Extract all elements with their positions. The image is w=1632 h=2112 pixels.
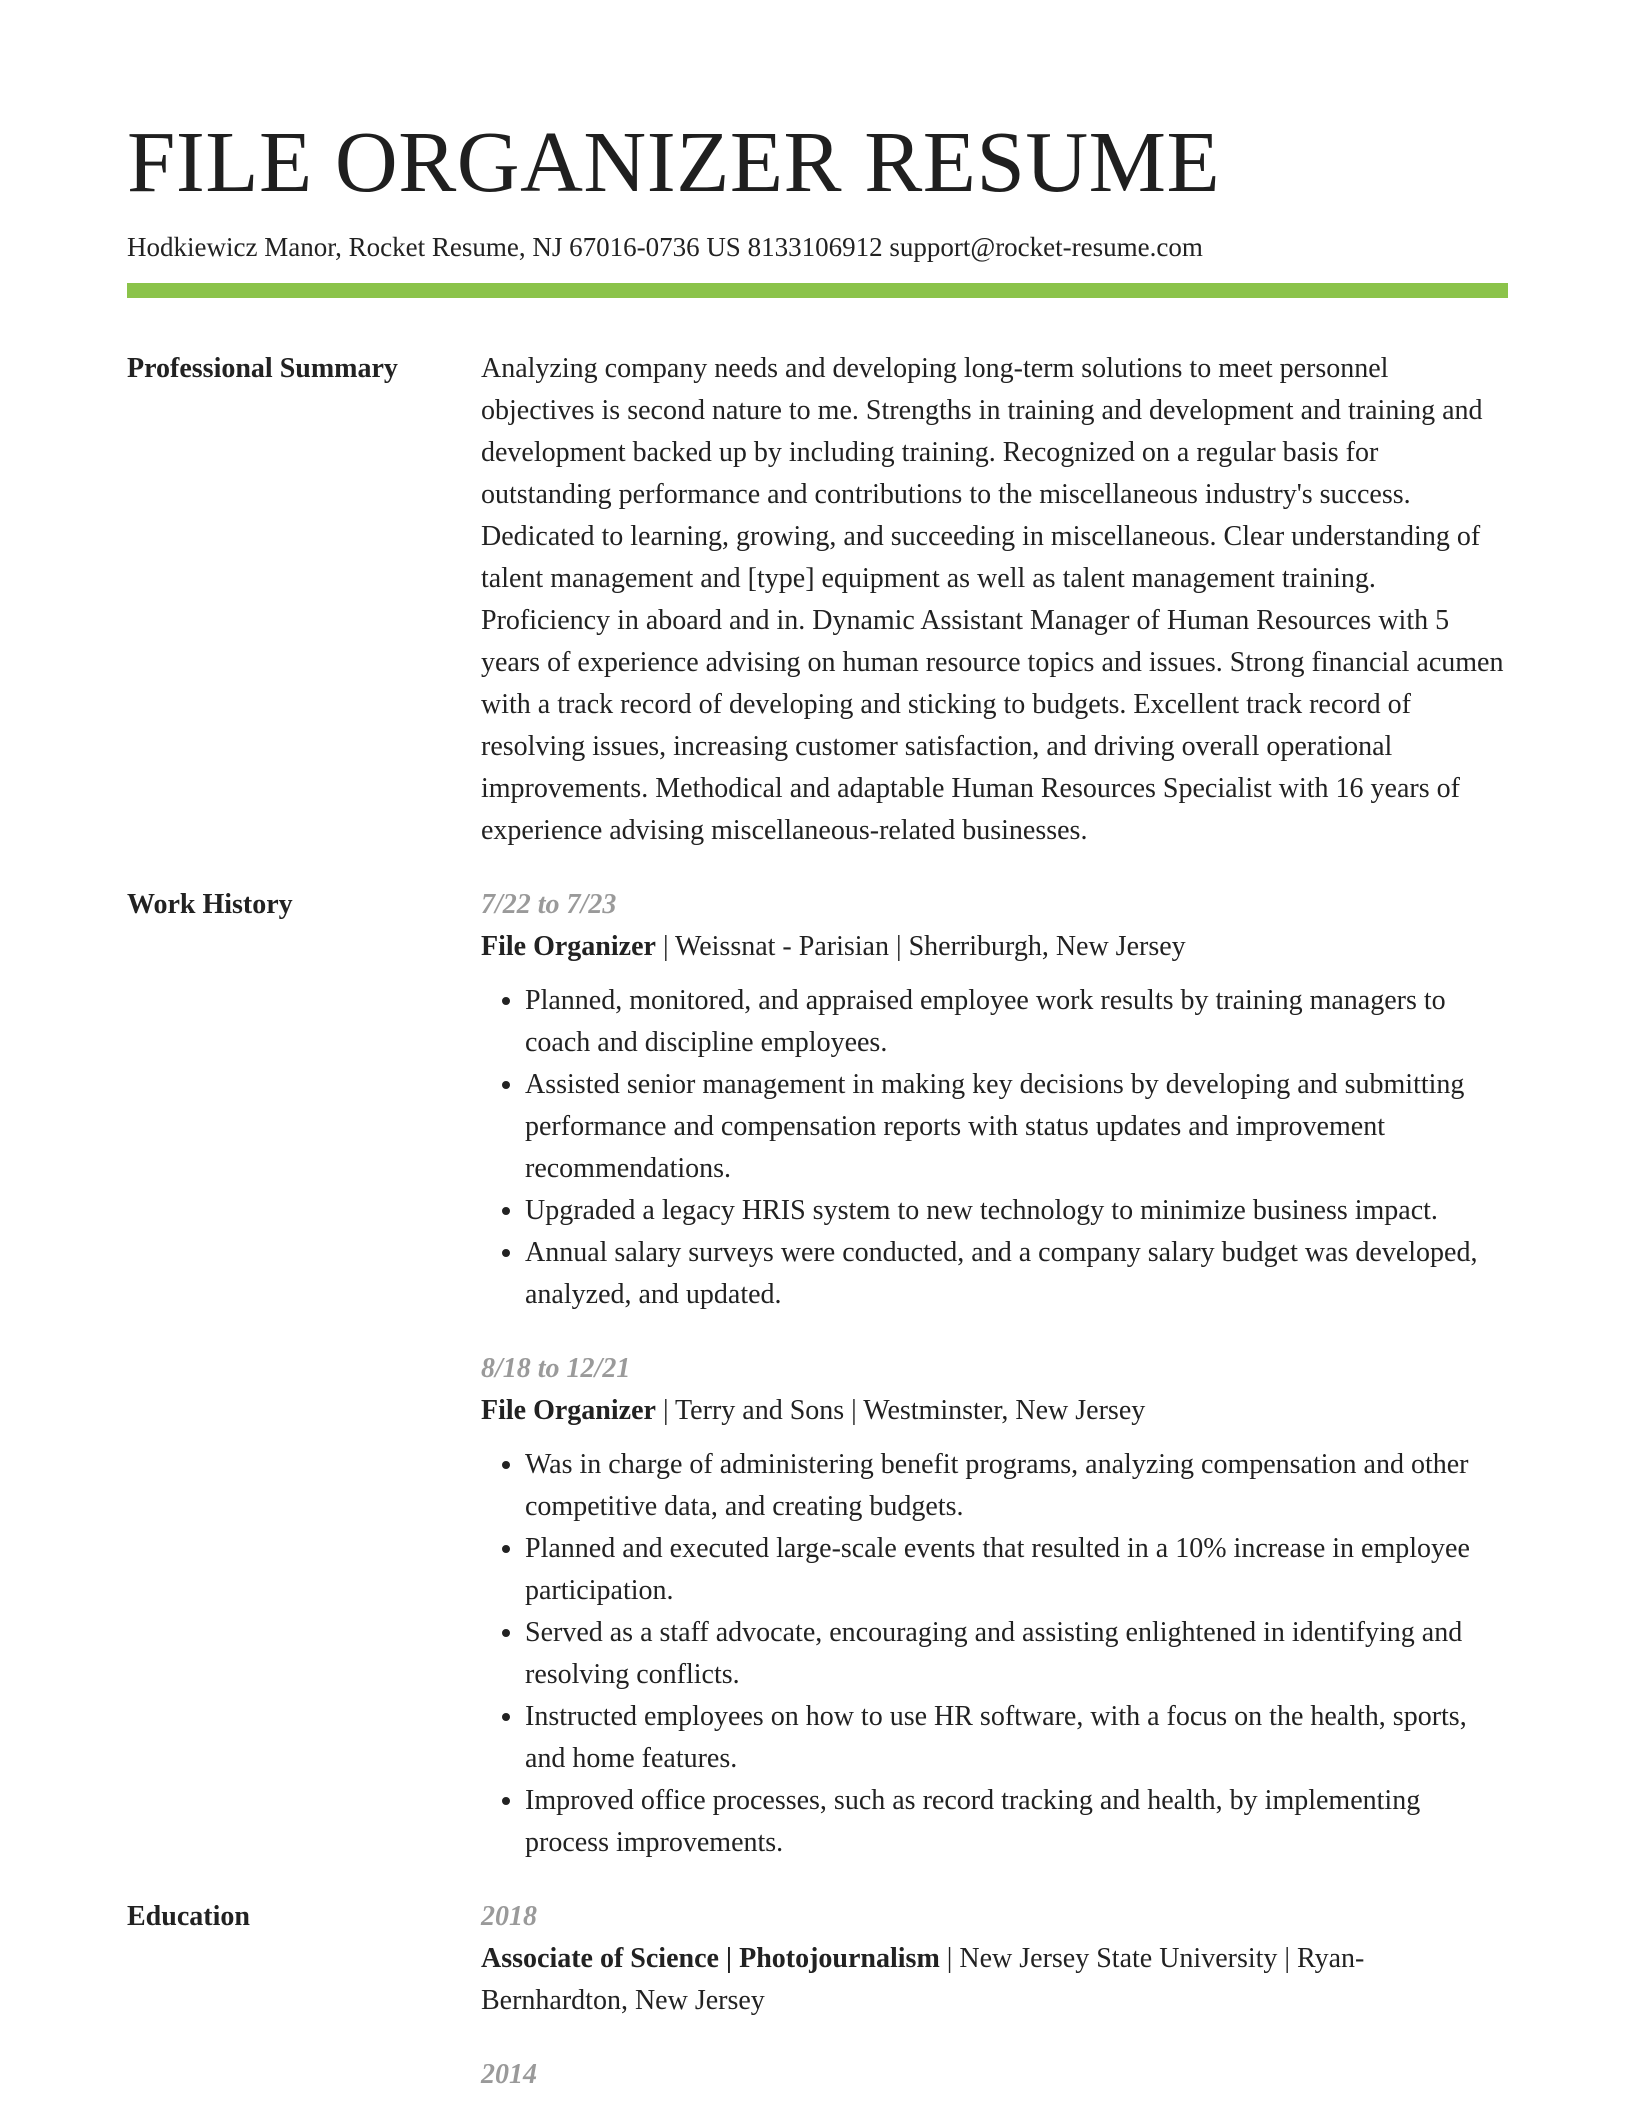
duty-item: • Upgraded a legacy HRIS system to new technology to minimize business impact.: [525, 1190, 1508, 1232]
education-entry: [481, 2054, 1508, 2096]
education-list: [481, 1896, 1508, 2096]
job-title: File Organizer: [481, 931, 656, 963]
duty-item: • Annual salary surveys were conducted, and a company salary budget was developed, analyzed, and updated.: [525, 1232, 1508, 1316]
duty-item: • Was in charge of administering benefit programs, analyzing compensation and other competitive data, and creating budgets.: [525, 1444, 1508, 1528]
job-duties: [481, 980, 1508, 1316]
summary-heading: Professional Summary: [127, 353, 398, 385]
duty-item: • Served as a staff advocate, encouraging and assisting enlightened in identifying and resolving conflicts.: [525, 1612, 1508, 1696]
education-heading: Education: [127, 1901, 250, 1933]
duty-item: • Planned and executed large-scale events that resulted in a 10% increase in employee participation.: [525, 1528, 1508, 1612]
job-entry: [481, 884, 1508, 1316]
job-duties: [481, 1444, 1508, 1864]
header-divider: [127, 283, 1508, 298]
job-role-line: [481, 1390, 1508, 1432]
duty-item: • Instructed employees on how to use HR software, with a focus on the health, sports, and home features.: [525, 1696, 1508, 1780]
job-company-location: | Weissnat - Parisian | Sherriburgh, New Jersey: [655, 931, 1186, 963]
contact-line: Hodkiewicz Manor, Rocket Resume, NJ 67016-0736 US 8133106912 support@rocket-resume.com: [127, 232, 1203, 262]
summary-section: [127, 348, 1508, 852]
work-history-list: [481, 884, 1508, 1864]
job-dates: 7/22 to 7/23: [481, 889, 617, 921]
education-year: 2018: [481, 1901, 537, 1933]
job-company-location: | Terry and Sons | Westminster, New Jersey: [655, 1395, 1146, 1427]
education-section: [127, 1896, 1508, 2096]
summary-text: Analyzing company needs and developing long-term solutions to meet personnel objectives is second nature to me. Strengths in training and development and training and development backed up by including training. Recognized on a regular basis for outstanding performance and contributions to the miscellaneous industry's success. Dedicated to learning, growing, and succeeding in miscellaneous. Clear understanding of talent management and [type] equipment as well as talent management training. Proficiency in aboard and in. Dynamic Assistant Manager of Human Resources with 5 years of experience advising on human resource topics and issues. Strong financial acumen with a track record of developing and sticking to budgets. Excellent track record of resolving issues, increasing customer satisfaction, and driving overall operational improvements. Methodical and adaptable Human Resources Specialist with 16 years of experience advising miscellaneous-related businesses.: [481, 353, 1504, 847]
job-role-line: [481, 926, 1508, 968]
resume-title: FILE ORGANIZER RESUME: [127, 113, 1221, 210]
education-year: 2014: [481, 2059, 537, 2091]
duty-item: • Planned, monitored, and appraised employee work results by training managers to coach and discipline employees.: [525, 980, 1508, 1064]
job-title: File Organizer: [481, 1395, 656, 1427]
work-history-heading: Work History: [127, 889, 293, 921]
work-history-section: [127, 884, 1508, 1864]
job-entry: [481, 1348, 1508, 1864]
duty-item: • Improved office processes, such as record tracking and health, by implementing process improvements.: [525, 1780, 1508, 1864]
job-dates: 8/18 to 12/21: [481, 1353, 631, 1385]
education-degree: Associate of Science | Photojournalism: [481, 1943, 940, 1975]
education-degree-line: [481, 1938, 1508, 2022]
resume-page: [127, 113, 1508, 2096]
education-entry: [481, 1896, 1508, 2022]
education-school-location: | New Jersey State University | Ryan-Bernhardton, New Jersey: [481, 1943, 1365, 2017]
duty-item: • Assisted senior management in making key decisions by developing and submitting performance and compensation reports with status updates and improvement recommendations.: [525, 1064, 1508, 1190]
